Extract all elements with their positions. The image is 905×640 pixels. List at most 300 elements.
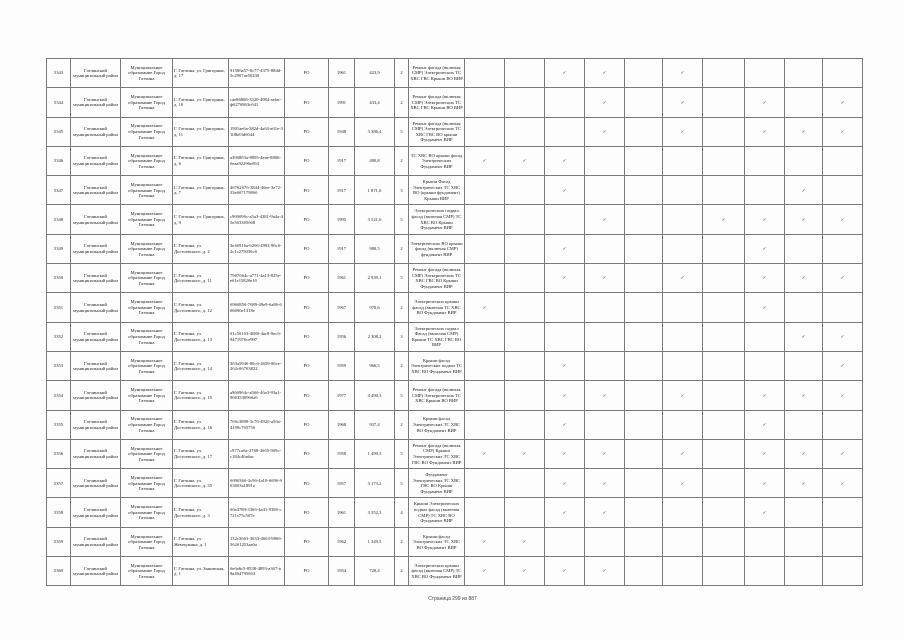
empty-check-cell — [545, 88, 585, 117]
district-cell: Гатчинский муниципальный район — [71, 351, 121, 380]
area-cell: 970,6 — [355, 293, 395, 322]
empty-check-cell — [585, 527, 625, 556]
guid-cell: 4б7б2б7б-3844-4бее-3е72-33ебб71798бб — [229, 176, 285, 205]
district-cell: Гатчинский муниципальный район — [71, 176, 121, 205]
checkmark-icon: ✓ — [545, 234, 585, 263]
empty-check-cell — [785, 88, 823, 117]
empty-check-cell — [465, 498, 505, 527]
checkmark-icon: ✓ — [745, 410, 785, 439]
empty-check-cell — [505, 88, 545, 117]
district-cell: Гатчинский муниципальный район — [71, 205, 121, 234]
floors-cell: 2 — [395, 293, 409, 322]
empty-check-cell — [625, 410, 663, 439]
works-cell: Электрических подвал фасад (включая СМР) ТС ХВС ВО Крыши Фундамент ВИР — [409, 205, 465, 234]
empty-check-cell — [785, 234, 823, 263]
guid-cell: б1с5б1б3-4б8б-4ас8-9есб-947197бсе997 — [229, 322, 285, 351]
district-cell: Гатчинский муниципальный район — [71, 557, 121, 586]
table-row — [47, 351, 863, 380]
guid-cell: 3б3а594б-8бсб-4б59-8бсе-2б2сбб7б3822 — [229, 351, 285, 380]
table-row — [47, 88, 863, 117]
empty-check-cell — [745, 351, 785, 380]
works-cell: Ремонт фасада (включая СМР) Электрических ТС ХВС ГВС ВО крыши Фундамент ВИР — [409, 117, 465, 146]
empty-check-cell — [823, 557, 863, 586]
checkmark-icon: ✓ — [745, 117, 785, 146]
guid-cell: 7ббс3899-3с7б-492б-а5ба-4199с7б575б — [229, 410, 285, 439]
material-cell: РО — [285, 59, 329, 88]
checkmark-icon: ✓ — [545, 146, 585, 175]
empty-check-cell — [625, 498, 663, 527]
empty-check-cell — [703, 439, 745, 468]
page-footer: Страница 299 из 887 — [428, 596, 477, 602]
checkmark-icon: ✓ — [545, 381, 585, 410]
empty-check-cell — [745, 322, 785, 351]
address-cell: Г. Гатчина, ул. Достоевского, д. 15 — [173, 381, 229, 410]
empty-check-cell — [703, 293, 745, 322]
floors-cell: 2 — [395, 557, 409, 586]
checkmark-icon: ✓ — [505, 439, 545, 468]
checkmark-icon: ✓ — [545, 351, 585, 380]
empty-check-cell — [625, 117, 663, 146]
empty-check-cell — [465, 410, 505, 439]
works-cell: Ремонт фасада (включая СМР) Электрических ТС ХВС ГВС ВО Крыши Фундамент ВИР — [409, 264, 465, 293]
material-cell: РО — [285, 88, 329, 117]
checkmark-icon: ✓ — [823, 205, 863, 234]
checkmark-icon: ✓ — [663, 264, 703, 293]
empty-check-cell — [745, 527, 785, 556]
checkmark-icon: ✓ — [785, 205, 823, 234]
empty-check-cell — [823, 146, 863, 175]
row-number: 5360 — [47, 557, 71, 586]
empty-check-cell — [625, 527, 663, 556]
guid-cell: с9б9б9бс-а5а3-4381-9а4а-45е5б33б5бб8 — [229, 205, 285, 234]
empty-check-cell — [545, 293, 585, 322]
area-cell: 728,4 — [355, 557, 395, 586]
checkmark-icon: ✓ — [663, 117, 703, 146]
guid-cell: 9158ба57-8с77-4375-88dd-5с29б7ае5023б — [229, 59, 285, 88]
district-cell: Гатчинский муниципальный район — [71, 264, 121, 293]
floors-cell: 5 — [395, 205, 409, 234]
municipality-cell: Муниципальное образование Город Гатчина — [121, 498, 173, 527]
municipality-cell: Муниципальное образование Город Гатчина — [121, 557, 173, 586]
address-cell: Г. Гатчина, ул. Достоевского, д. 14 — [173, 351, 229, 380]
empty-check-cell — [625, 88, 663, 117]
table-row — [47, 264, 863, 293]
floors-cell: 3 — [395, 176, 409, 205]
empty-check-cell — [465, 88, 505, 117]
empty-check-cell — [625, 293, 663, 322]
empty-check-cell — [585, 293, 625, 322]
checkmark-icon: ✓ — [745, 234, 785, 263]
table-row — [47, 234, 863, 263]
works-cell: ТС ХВС ВО крыши фасад Электрических Фундамент ВИР — [409, 146, 465, 175]
municipality-cell: Муниципальное образование Город Гатчина — [121, 234, 173, 263]
checkmark-icon: ✓ — [823, 381, 863, 410]
checkmark-icon: ✓ — [585, 439, 625, 468]
year-cell: 1967 — [329, 293, 355, 322]
material-cell: РО — [285, 410, 329, 439]
checkmark-icon: ✓ — [585, 264, 625, 293]
table-row — [47, 176, 863, 205]
year-cell: 1991 — [329, 88, 355, 117]
empty-check-cell — [545, 205, 585, 234]
checkmark-icon: ✓ — [465, 527, 505, 556]
address-cell: Г. Гатчина, ул. Григорина, д. 11 — [173, 117, 229, 146]
address-cell: Г. Гатчина, ул. Достоевского, д. 12 — [173, 293, 229, 322]
guid-cell: беба6с5-8538-4893-а3б7-а9а4б4795бб3 — [229, 557, 285, 586]
year-cell: 1995 — [329, 205, 355, 234]
row-number: 5352 — [47, 322, 71, 351]
empty-check-cell — [505, 351, 545, 380]
works-cell: Электрических подвал Фасад (включая СМР) Крыши ТС ХВС ГВС ВО ВИР — [409, 322, 465, 351]
floors-cell: 3 — [395, 322, 409, 351]
table-row — [47, 557, 863, 586]
empty-check-cell — [585, 410, 625, 439]
empty-check-cell — [505, 293, 545, 322]
table-row — [47, 410, 863, 439]
checkmark-icon: ✓ — [545, 176, 585, 205]
guid-cell: а39б8б3а-8995-4еае-8806-беаа92296еб94 — [229, 146, 285, 175]
material-cell: РО — [285, 322, 329, 351]
municipality-cell: Муниципальное образование Город Гатчина — [121, 410, 173, 439]
guid-cell: 1901аеба-382d-4аб4-аб1е-31l8bб3dбб44 — [229, 117, 285, 146]
checkmark-icon: ✓ — [663, 88, 703, 117]
empty-check-cell — [625, 264, 663, 293]
area-cell: 423,9 — [355, 59, 395, 88]
district-cell: Гатчинский муниципальный район — [71, 410, 121, 439]
row-number: 5348 — [47, 205, 71, 234]
empty-check-cell — [505, 322, 545, 351]
empty-check-cell — [585, 146, 625, 175]
empty-check-cell — [625, 469, 663, 498]
area-cell: 2 939,1 — [355, 264, 395, 293]
empty-check-cell — [663, 176, 703, 205]
empty-check-cell — [625, 439, 663, 468]
empty-check-cell — [585, 234, 625, 263]
address-cell: Г. Гатчина, ул. Достоевского, д. 3 — [173, 498, 229, 527]
guid-cell: 79б7бб4с-а771-4а13-825е-еб1е1582бе1б — [229, 264, 285, 293]
guid-cell: бба3789-33бб-4а41-938б-с721с75с5б7е — [229, 498, 285, 527]
area-cell: 980,5 — [355, 234, 395, 263]
works-cell: Крыши Фасад Электрических ТС ХВС ВО (крыши фундамент) Крыши ВИР — [409, 176, 465, 205]
address-cell: Г. Гатчина, ул. Жемчужина, д. 1 — [173, 527, 229, 556]
empty-check-cell — [703, 498, 745, 527]
empty-check-cell — [625, 381, 663, 410]
material-cell: РО — [285, 264, 329, 293]
checkmark-icon: ✓ — [545, 410, 585, 439]
material-cell: РО — [285, 117, 329, 146]
empty-check-cell — [703, 264, 745, 293]
municipality-cell: Муниципальное образование Город Гатчина — [121, 88, 173, 117]
checkmark-icon: ✓ — [745, 264, 785, 293]
empty-check-cell — [625, 205, 663, 234]
works-cell: Ремонт фасада (включая СМР) Электрических ТС ХВС Крыши ВО ВИР — [409, 381, 465, 410]
checkmark-icon: ✓ — [545, 557, 585, 586]
checkmark-icon: ✓ — [585, 59, 625, 88]
year-cell: 1958 — [329, 439, 355, 468]
empty-check-cell — [585, 176, 625, 205]
empty-check-cell — [465, 176, 505, 205]
district-cell: Гатчинский муниципальный район — [71, 498, 121, 527]
empty-check-cell — [703, 146, 745, 175]
guid-cell: с977саба-27б8-4бб5-9б9с-с184с4бабас — [229, 439, 285, 468]
district-cell: Гатчинский муниципальный район — [71, 322, 121, 351]
empty-check-cell — [625, 322, 663, 351]
checkmark-icon: ✓ — [585, 469, 625, 498]
checkmark-icon: ✓ — [823, 351, 863, 380]
area-cell: 4 490,3 — [355, 381, 395, 410]
empty-check-cell — [585, 322, 625, 351]
floors-cell: 5 — [395, 439, 409, 468]
empty-check-cell — [785, 527, 823, 556]
checkmark-icon: ✓ — [505, 146, 545, 175]
material-cell: РО — [285, 498, 329, 527]
checkmark-icon: ✓ — [545, 59, 585, 88]
municipality-cell: Муниципальное образование Город Гатчина — [121, 439, 173, 468]
guid-cell: бб9б3бб-3с9б-4а10-бб9б-9б3бб3а1891а — [229, 469, 285, 498]
works-cell: Крыши фасад Электрических подвал ТС ХВС ВО Фундамент ВИР — [409, 351, 465, 380]
checkmark-icon: ✓ — [823, 439, 863, 468]
floors-cell: 2 — [395, 59, 409, 88]
material-cell: РО — [285, 557, 329, 586]
checkmark-icon: ✓ — [745, 293, 785, 322]
empty-check-cell — [663, 146, 703, 175]
empty-check-cell — [703, 381, 745, 410]
checkmark-icon: ✓ — [585, 498, 625, 527]
material-cell: РО — [285, 234, 329, 263]
empty-check-cell — [663, 234, 703, 263]
floors-cell: 5 — [395, 264, 409, 293]
municipality-cell: Муниципальное образование Город Гатчина — [121, 264, 173, 293]
year-cell: 1959 — [329, 351, 355, 380]
area-cell: 3 386,4 — [355, 117, 395, 146]
floors-cell: 5 — [395, 469, 409, 498]
empty-check-cell — [505, 59, 545, 88]
empty-check-cell — [703, 59, 745, 88]
row-number: 5346 — [47, 146, 71, 175]
empty-check-cell — [785, 410, 823, 439]
empty-check-cell — [785, 557, 823, 586]
guid-cell: сае8686б-3520-4984-аеlас-фб27б8б3сб41 — [229, 88, 285, 117]
empty-check-cell — [663, 351, 703, 380]
district-cell: Гатчинский муниципальный район — [71, 293, 121, 322]
address-cell: Г. Гатчина, ул. Григорина, д. 6 — [173, 146, 229, 175]
row-number: 5354 — [47, 381, 71, 410]
material-cell: РО — [285, 146, 329, 175]
material-cell: РО — [285, 439, 329, 468]
address-cell: Г. Гатчина, ул. Достоевского, д. 13 — [173, 322, 229, 351]
address-cell: Г. Гатчина, ул. Григорина, д. 17 — [173, 59, 229, 88]
table-row — [47, 205, 863, 234]
empty-check-cell — [663, 410, 703, 439]
empty-check-cell — [545, 117, 585, 146]
row-number: 5351 — [47, 293, 71, 322]
row-number: 5349 — [47, 234, 71, 263]
empty-check-cell — [505, 117, 545, 146]
municipality-cell: Муниципальное образование Город Гатчина — [121, 146, 173, 175]
empty-check-cell — [823, 234, 863, 263]
register-rows — [47, 59, 863, 586]
row-number: 5358 — [47, 498, 71, 527]
address-cell: Г. Гатчина, ул. Григорина, д. 10 — [173, 88, 229, 117]
table-row — [47, 498, 863, 527]
municipality-cell: Муниципальное образование Город Гатчина — [121, 176, 173, 205]
empty-check-cell — [465, 234, 505, 263]
row-number: 5344 — [47, 88, 71, 117]
checkmark-icon: ✓ — [823, 322, 863, 351]
empty-check-cell — [745, 59, 785, 88]
empty-check-cell — [505, 205, 545, 234]
empty-check-cell — [625, 557, 663, 586]
address-cell: Г. Гатчина, ул. Григорина, д. 7 — [173, 176, 229, 205]
checkmark-icon: ✓ — [785, 117, 823, 146]
empty-check-cell — [465, 381, 505, 410]
checkmark-icon: ✓ — [663, 439, 703, 468]
row-number: 5345 — [47, 117, 71, 146]
checkmark-icon: ✓ — [585, 557, 625, 586]
empty-check-cell — [663, 498, 703, 527]
empty-check-cell — [465, 351, 505, 380]
district-cell: Гатчинский муниципальный район — [71, 381, 121, 410]
district-cell: Гатчинский муниципальный район — [71, 234, 121, 263]
checkmark-icon: ✓ — [785, 469, 823, 498]
checkmark-icon: ✓ — [785, 264, 823, 293]
empty-check-cell — [703, 117, 745, 146]
empty-check-cell — [823, 410, 863, 439]
empty-check-cell — [625, 176, 663, 205]
works-cell: Фундамент Электрических ТС ХВС ГВС ВО Крыши Фундамент ВИР — [409, 469, 465, 498]
empty-check-cell — [663, 527, 703, 556]
year-cell: 1961 — [329, 264, 355, 293]
empty-check-cell — [625, 234, 663, 263]
district-cell: Гатчинский муниципальный район — [71, 527, 121, 556]
empty-check-cell — [745, 176, 785, 205]
area-cell: 433,4 — [355, 88, 395, 117]
register-table — [46, 58, 863, 586]
year-cell: 1968 — [329, 410, 355, 439]
checkmark-icon: ✓ — [465, 439, 505, 468]
empty-check-cell — [663, 557, 703, 586]
empty-check-cell — [465, 59, 505, 88]
municipality-cell: Муниципальное образование Город Гатчина — [121, 381, 173, 410]
municipality-cell: Муниципальное образование Город Гатчина — [121, 59, 173, 88]
checkmark-icon: ✓ — [745, 381, 785, 410]
empty-check-cell — [465, 117, 505, 146]
checkmark-icon: ✓ — [585, 381, 625, 410]
works-cell: Ремонт фасада (включая СМР) Электрических ТС ХВС ГВС Крыши ВО ВИР — [409, 59, 465, 88]
table-row — [47, 146, 863, 175]
works-cell: Крыши Электрических подвал фасад (включая СМР) ТС ХВС ВО Фундамент ВИР — [409, 498, 465, 527]
empty-check-cell — [663, 205, 703, 234]
district-cell: Гатчинский муниципальный район — [71, 146, 121, 175]
municipality-cell: Муниципальное образование Город Гатчина — [121, 117, 173, 146]
empty-check-cell — [505, 264, 545, 293]
checkmark-icon: ✓ — [785, 322, 823, 351]
checkmark-icon: ✓ — [663, 59, 703, 88]
checkmark-icon: ✓ — [823, 117, 863, 146]
checkmark-icon: ✓ — [823, 88, 863, 117]
empty-check-cell — [465, 205, 505, 234]
district-cell: Гатчинский муниципальный район — [71, 469, 121, 498]
municipality-cell: Муниципальное образование Город Гатчина — [121, 293, 173, 322]
floors-cell: 2 — [395, 234, 409, 263]
empty-check-cell — [585, 351, 625, 380]
checkmark-icon: ✓ — [465, 293, 505, 322]
table-row — [47, 293, 863, 322]
material-cell: РО — [285, 176, 329, 205]
floors-cell: 2 — [395, 410, 409, 439]
empty-check-cell — [505, 498, 545, 527]
floors-cell: 5 — [395, 117, 409, 146]
checkmark-icon: ✓ — [505, 527, 545, 556]
district-cell: Гатчинский муниципальный район — [71, 439, 121, 468]
municipality-cell: Муниципальное образование Город Гатчина — [121, 351, 173, 380]
row-number: 5350 — [47, 264, 71, 293]
material-cell: РО — [285, 205, 329, 234]
municipality-cell: Муниципальное образование Город Гатчина — [121, 527, 173, 556]
address-cell: Г. Гатчина, ул. Зыковская, д. 1 — [173, 557, 229, 586]
guid-cell: 132с3бб3-3б33-4бб3-98бб-3б2б1253ааба — [229, 527, 285, 556]
area-cell: 1 871,6 — [355, 176, 395, 205]
empty-check-cell — [785, 59, 823, 88]
empty-check-cell — [465, 322, 505, 351]
floors-cell: 2 — [395, 146, 409, 175]
empty-check-cell — [663, 322, 703, 351]
checkmark-icon: ✓ — [545, 498, 585, 527]
empty-check-cell — [823, 293, 863, 322]
row-number: 5356 — [47, 439, 71, 468]
works-cell: Ремонт фасада (включая СМР) Электрических ТС ХВС ГВС Крыши ВО ВИР — [409, 88, 465, 117]
empty-check-cell — [505, 176, 545, 205]
row-number: 5355 — [47, 410, 71, 439]
empty-check-cell — [703, 527, 745, 556]
guid-cell: 3е4б916а-б2бб-4993-9бсб-2с1с27503бсб — [229, 234, 285, 263]
checkmark-icon: ✓ — [745, 498, 785, 527]
empty-check-cell — [625, 351, 663, 380]
empty-check-cell — [703, 234, 745, 263]
area-cell: 3 173,2 — [355, 469, 395, 498]
area-cell: 3 352,3 — [355, 498, 395, 527]
year-cell: 1917 — [329, 176, 355, 205]
year-cell: 1961 — [329, 59, 355, 88]
empty-check-cell — [505, 234, 545, 263]
empty-check-cell — [703, 176, 745, 205]
empty-check-cell — [703, 557, 745, 586]
empty-check-cell — [823, 59, 863, 88]
district-cell: Гатчинский муниципальный район — [71, 117, 121, 146]
checkmark-icon: ✓ — [585, 117, 625, 146]
municipality-cell: Муниципальное образование Город Гатчина — [121, 469, 173, 498]
works-cell: Крыши фасад Электрических ТС ХВС ВО Фундамент ВИР — [409, 527, 465, 556]
year-cell: 1962 — [329, 527, 355, 556]
area-cell: 2 308,2 — [355, 322, 395, 351]
year-cell: 1954 — [329, 557, 355, 586]
year-cell: 1917 — [329, 234, 355, 263]
checkmark-icon: ✓ — [663, 469, 703, 498]
district-cell: Гатчинский муниципальный район — [71, 88, 121, 117]
checkmark-icon: ✓ — [585, 205, 625, 234]
checkmark-icon: ✓ — [785, 381, 823, 410]
empty-check-cell — [465, 469, 505, 498]
row-number: 5347 — [47, 176, 71, 205]
checkmark-icon: ✓ — [505, 557, 545, 586]
empty-check-cell — [505, 381, 545, 410]
table-row — [47, 322, 863, 351]
empty-check-cell — [785, 293, 823, 322]
address-cell: Г. Гатчина, ул. Достоевского, д. 2 — [173, 234, 229, 263]
empty-check-cell — [823, 527, 863, 556]
material-cell: РО — [285, 293, 329, 322]
empty-check-cell — [823, 498, 863, 527]
